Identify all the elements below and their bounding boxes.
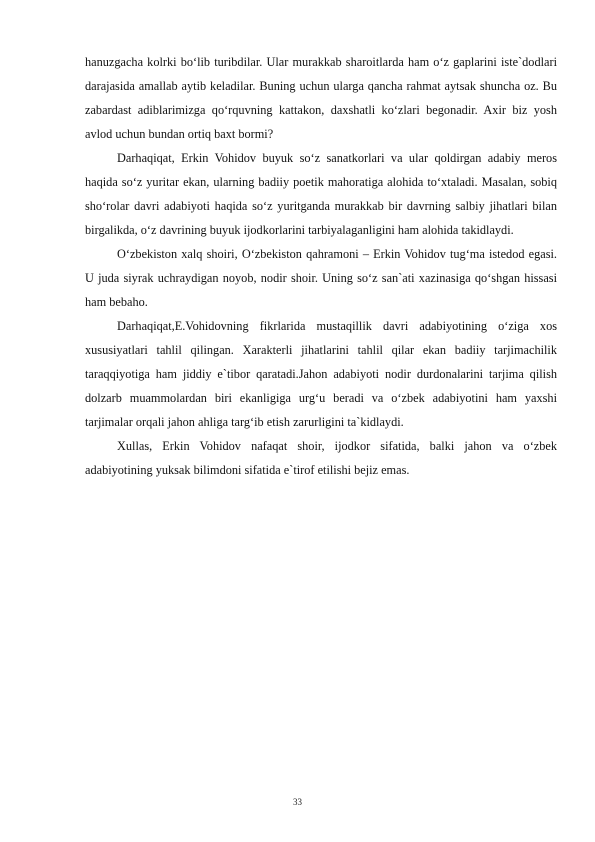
- page-number: 33: [293, 797, 302, 807]
- page-body: [85, 50, 557, 482]
- paragraph-3: O‘zbekiston xalq shoiri, O‘zbekiston qahramoni – Erkin Vohidov tug‘ma istedod egasi. U juda siyrak uchraydigan noyob, nodir shoir. Uning so‘z san`ati xazinasiga qo‘shgan hissasi ham bebaho.: [85, 247, 557, 309]
- paragraph-4: Darhaqiqat,E.Vohidovning fikrlarida mustaqillik davri adabiyotining o‘ziga xos xususiyatlari tahlil qilingan. Xarakterli jihatlarini tahlil qilar ekan badiiy tarjimachilik taraqqiyotiga ham jiddiy e`tibor qaratadi.Jahon adabiyoti nodir durdonalarini tarjima qilish dolzarb muammolardan biri ekanligiga urg‘u beradi va o‘zbek adabiyotini ham yaxshi tarjimalar orqali jahon ahliga targ‘ib etish zarurligini ta`kidlaydi.: [85, 319, 557, 429]
- paragraph-5: Xullas, Erkin Vohidov nafaqat shoir, ijodkor sifatida, balki jahon va o‘zbek adabiyotining yuksak bilimdoni sifatida e`tirof etilishi bejiz emas.: [85, 439, 557, 477]
- paragraph-1: hanuzgacha kolrki bo‘lib turibdilar. Ular murakkab sharoitlarda ham o‘z gaplarini iste`dodlari darajasida amallab aytib keladilar. Buning uchun ularga qancha rahmat aytsak shuncha oz. Bu zabardast adiblarimizga qo‘rquvning kattakon, daxshatli ko‘zlari begonadir. Axir biz yosh avlod uchun bundan ortiq baxt bormi?: [85, 55, 557, 141]
- paragraph-2: Darhaqiqat, Erkin Vohidov buyuk so‘z sanatkorlari va ular qoldirgan adabiy meros haqida so‘z yuritar ekan, ularning badiiy poetik mahoratiga alohida to‘xtaladi. Masalan, sobiq sho‘rolar davri adabiyoti haqida so‘z yuritganda murakkab bir davrning salbiy jihatlari bilan birgalikda, o‘z davrining buyuk ijodkorlarini tarbiyalaganligini ham alohida takidlaydi.: [85, 151, 557, 237]
